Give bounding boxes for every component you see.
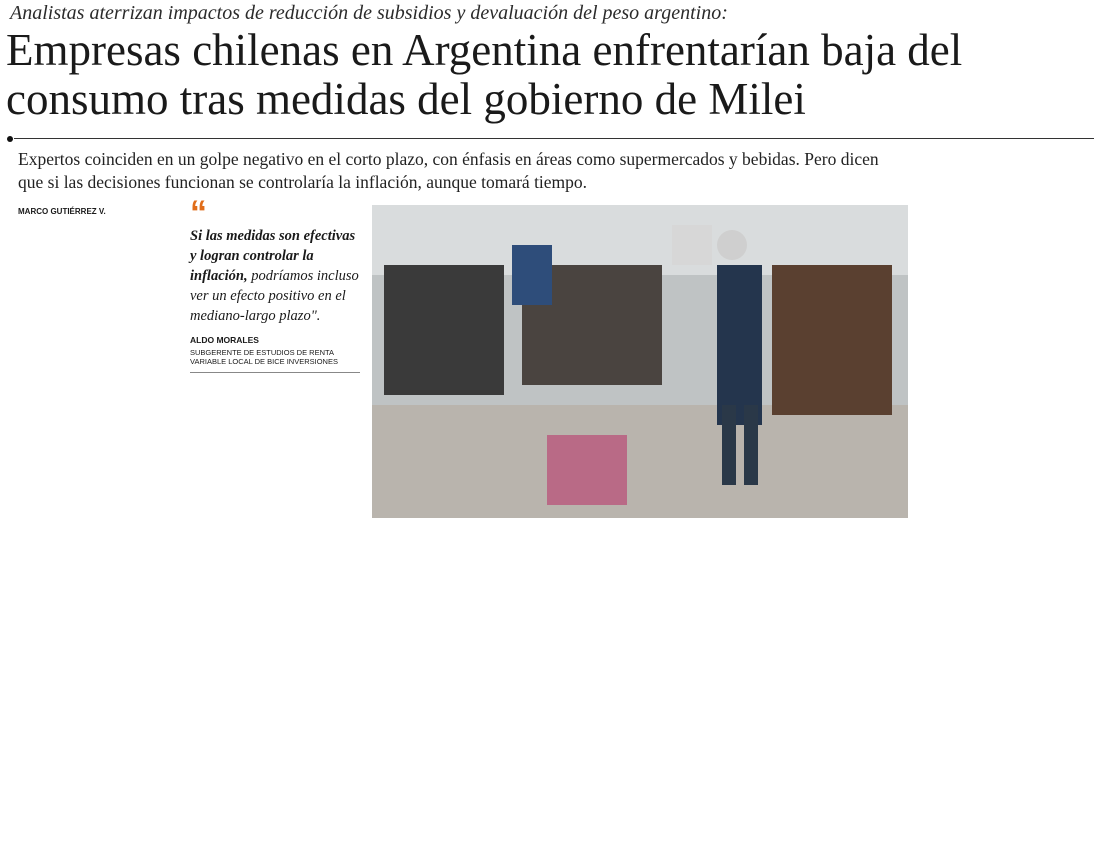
pull-quote-1-text: Si las medidas son efectivas y logran controlar la inflación, podríamos incluso ver un efecto positivo en el mediano-largo plazo". xyxy=(190,228,359,324)
pull-quote-1-rule xyxy=(190,372,360,373)
byline: MARCO GUTIÉRREZ V. xyxy=(18,207,106,216)
headline-rule xyxy=(14,138,1094,139)
kicker: Analistas aterrizan impactos de reducción de subsidios y devaluación del peso argentino: xyxy=(10,2,728,24)
headline-rule-dot xyxy=(7,136,13,142)
article-column-6 xyxy=(925,150,1095,854)
article-column-2 xyxy=(190,194,360,854)
article-column-1 xyxy=(6,228,161,854)
quote-mark-icon: “ xyxy=(190,194,207,232)
pull-quote-1-role: SUBGERENTE DE ESTUDIOS DE RENTA VARIABLE LOCAL DE BICE INVERSIONES xyxy=(190,347,338,366)
article-column-4 xyxy=(555,560,730,854)
headline: Empresas chilenas en Argentina enfrentarían baja del consumo tras medidas del gobierno de Milei xyxy=(6,25,963,124)
article-column-3 xyxy=(372,560,547,854)
article-column-5 xyxy=(740,560,915,854)
supermarket-photo-illustration xyxy=(372,205,908,518)
supermarket-photo xyxy=(372,205,908,518)
pull-quote-1-name: ALDO MORALES xyxy=(190,335,259,345)
subhead: Expertos coinciden en un golpe negativo en el corto plazo, con énfasis en áreas como supermercados y bebidas. Pero dicen que si las decisiones funcionan se controlaría la inflación, aunque tomará tiempo. xyxy=(18,149,879,192)
pull-quote-1 xyxy=(190,194,360,373)
